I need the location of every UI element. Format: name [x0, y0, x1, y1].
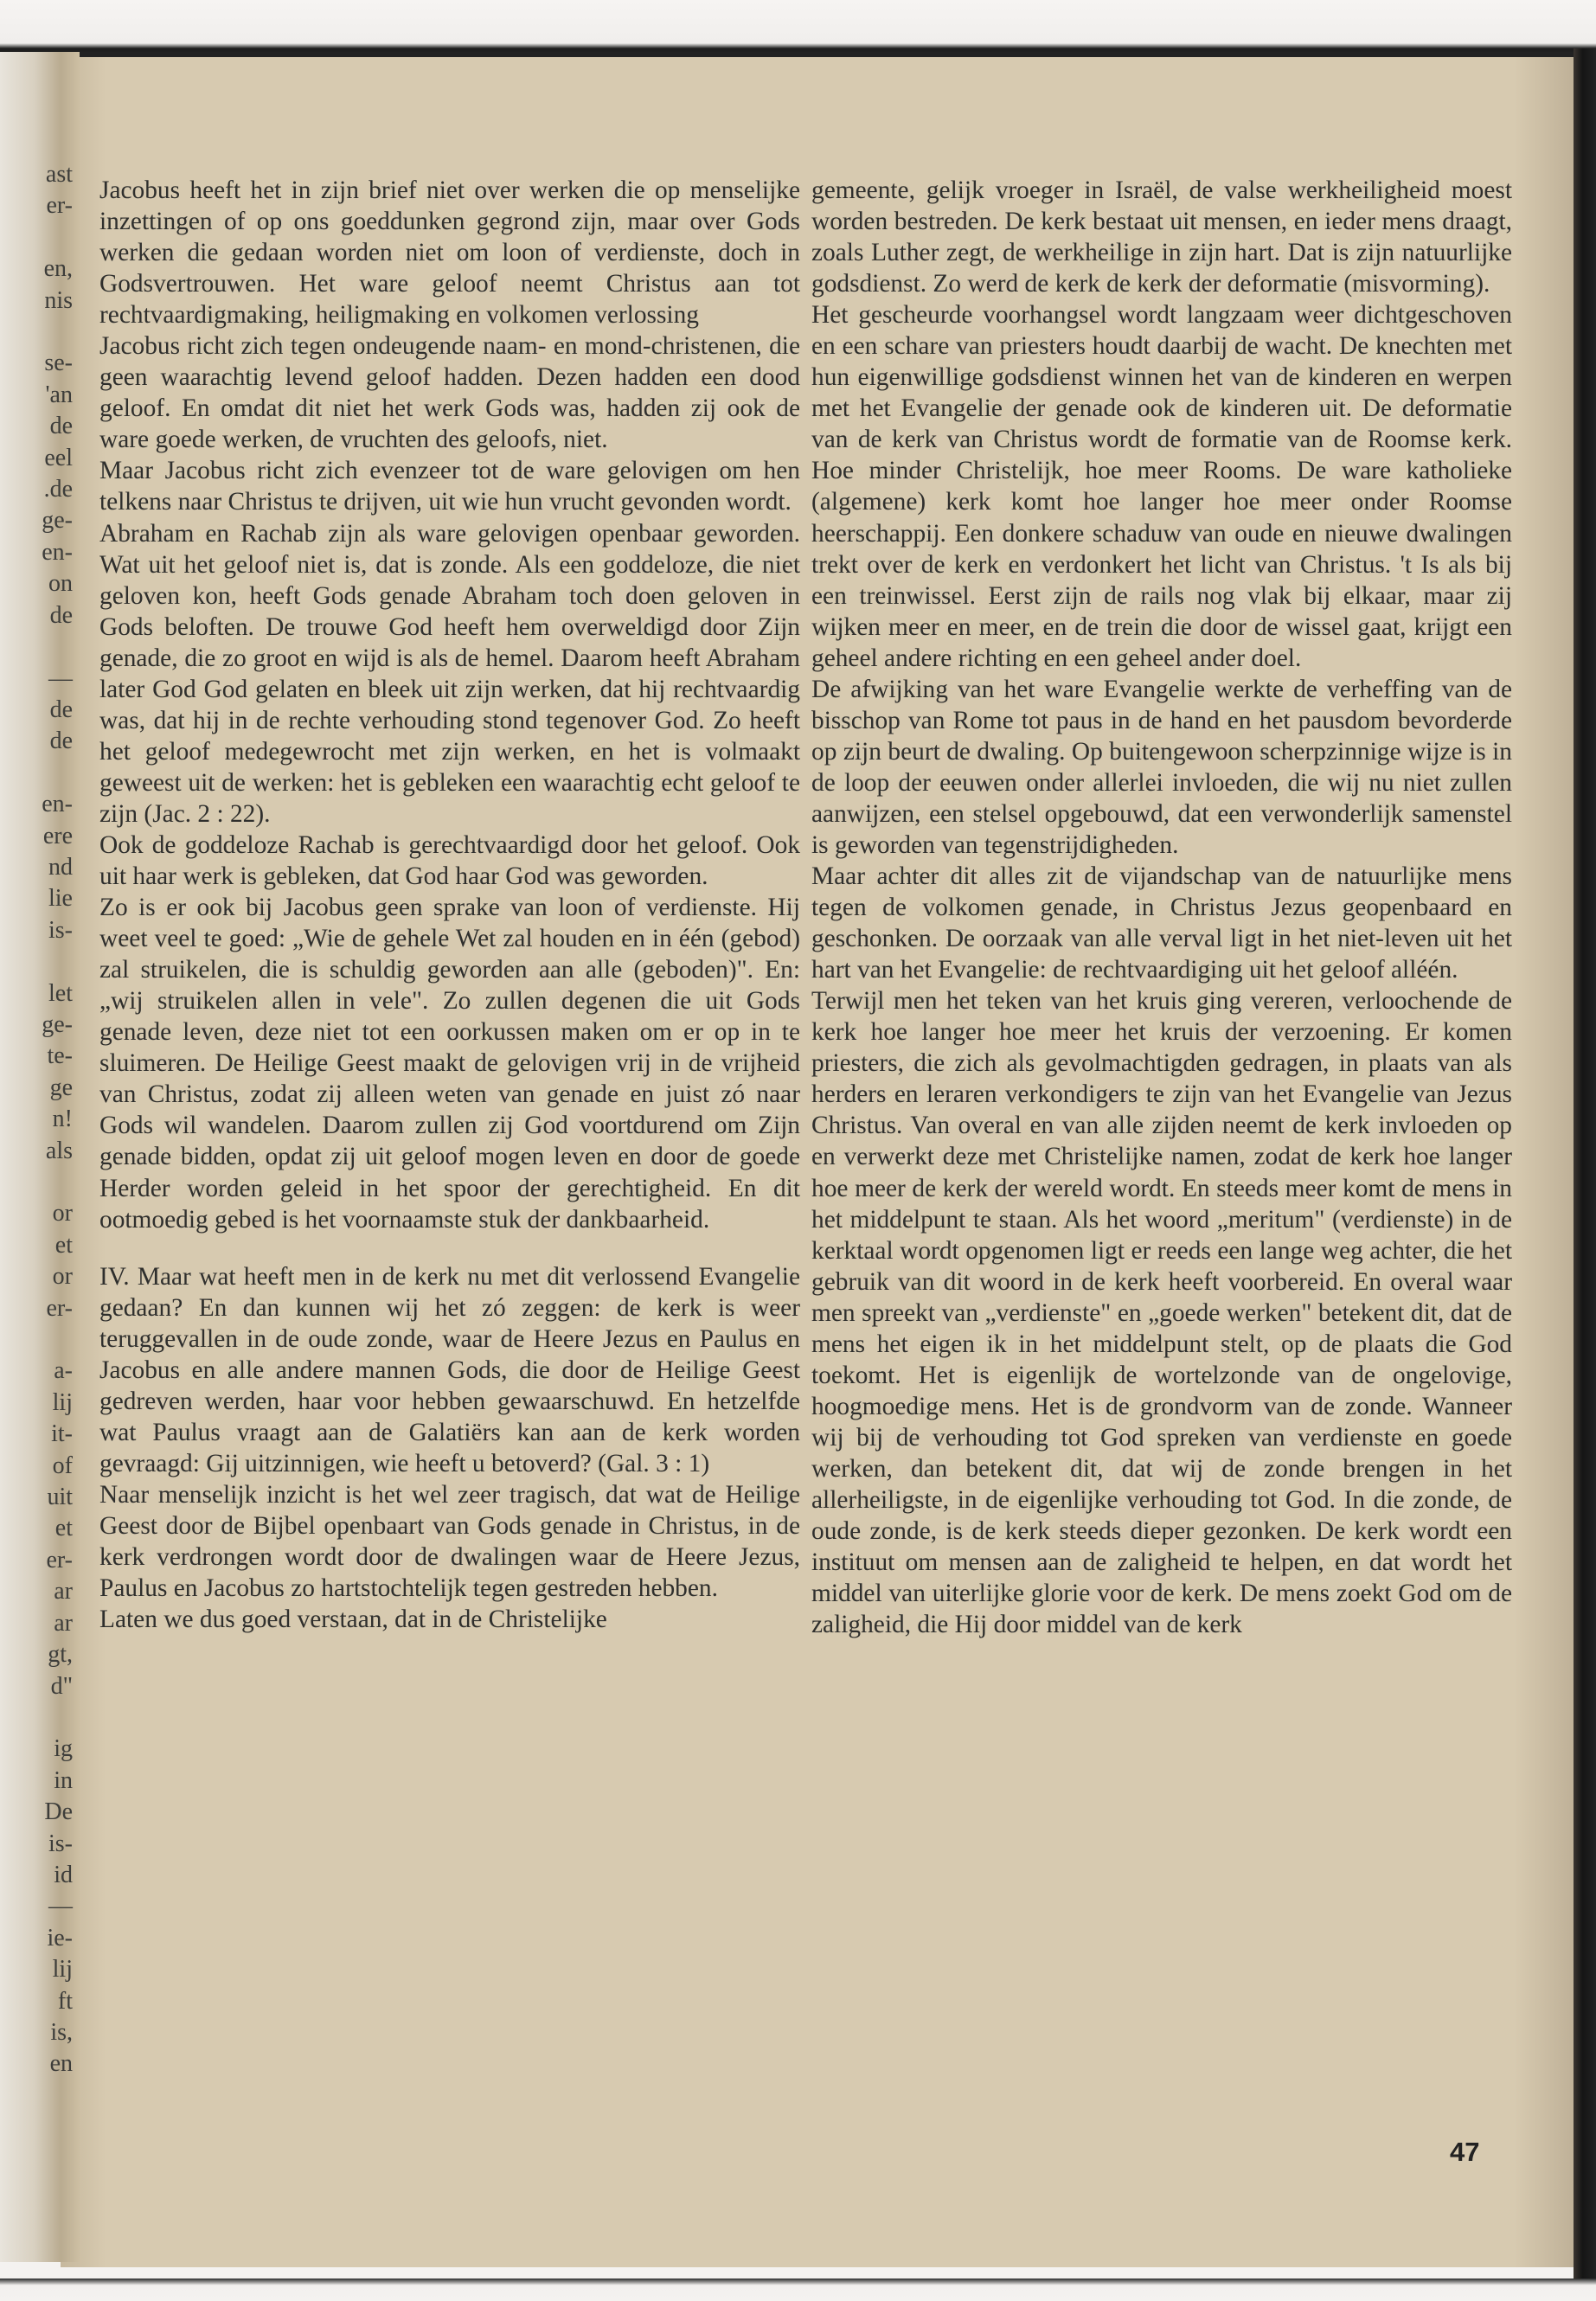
paragraph: Maar Jacobus richt zich evenzeer tot de ware gelovigen om hen telkens naar Christus te drijven, uit wie hun vrucht gevonden wordt. — [99, 457, 800, 516]
scan-right-edge — [1574, 48, 1596, 2280]
section-iv-paragraph: IV. Maar wat heeft men in de kerk nu met dit verlossend Evangelie gedaan? En dan kunnen wij het zó zeggen: de kerk is weer teruggevallen in de oude zonde, waar de Heere Jezus en Paulus en Jacobus en alle andere mannen Gods, die door de Heilige Geest gedreven werden, haar voor hebben gewaarschuwd. En hetzelfde wat Paulus vraagt aan de Galatiërs kan aan de kerk worden gevraagd: Gij uitzinnigen, wie heeft u betoverd? (Gal. 3 : 1) — [99, 1262, 800, 1477]
left-column — [99, 175, 800, 1635]
previous-page-fragments: ast er- en, nis se- 'an de eel .de ge- en- on de — de de en- ere nd lie is- let ge- te- ge n! als or et or er- a- lij it- of uit et er- ar ar gt, d" ig in De is- id — ie- lij ft is, en — [42, 161, 73, 2078]
paragraph: Naar menselijk inzicht is het wel zeer tragisch, dat wat de Heilige Geest door de Bijbel openbaart van Gods genade in Christus, in de kerk verdrongen wordt door de dwalingen waar de Heere Jezus, Paulus en Jacobus zo hartstochtelijk tegen gestreden hebben. — [99, 1480, 800, 1603]
paragraph: Zo is er ook bij Jacobus geen sprake van loon of verdienste. Hij weet veel te goed: „Wie de gehele Wet zal houden en in één (gebod) zal struikelen, die is schuldig geworden aan alle (geboden)". En: „wij struikelen allen in vele". Zo zullen degenen die uit Gods genade leven, deze niet tot een oorkussen maken om er op in te sluimeren. De Heilige Geest maakt de gelovigen vrij in de vrijheid van Christus, zodat zij alleen weten van genade en juist zó naar Gods wil wandelen. Daarom zullen zij God voortdurend om Zijn genade bidden, opdat zij uit geloof mogen leven en door de goede Herder worden geleid in het spoor der gerechtigheid. En dit ootmoedig gebed is het voornaamste stuk der dankbaarheid. — [99, 894, 800, 1234]
paragraph: Terwijl men het teken van het kruis ging vereren, verloochende de kerk hoe langer hoe meer het kruis der verzoening. Er komen priesters, die zich als gevolmachtigden gedragen, in plaats van als herders en leraren verkondigers te zijn van het Evangelie van Jezus Christus. Van overal en van alle zijden neemt de kerk invloeden op en verwerkt deze met Christelijke namen, zodat de kerk hoe langer hoe meer de kerk der wereld wordt. En steeds meer komt de mens in het middelpunt te staan. Als het woord „meritum" (verdienste) in de kerktaal wordt opgenomen ligt er reeds een lange weg achter, die het gebruik van dit woord in de kerk heeft voorbereid. En overal waar men spreekt van „verdienste" en „goede werken" betekent dit, dat de mens het eigen ik in het middelpunt stelt, op de plaats die God toekomt. Het is eigenlijk de wortelzonde van de ongelovige, hoogmoedige mens. Het is de grondvorm van de zonde. Wanneer wij bij de verhouding tot God spreken van verdienste en goede werken, dan betekent dit, dat wij de zonde brengen in het allerheiligste, in de eigenlijke verhouding tot God. In die zonde, de oude zonde, is de kerk steeds dieper gezonken. De kerk wordt een instituut om mensen aan de zaligheid te helpen, en dat wordt het middel van uiterlijke glorie voor de kerk. De mens zoekt God om de zaligheid, die Hij door middel van de kerk — [811, 987, 1512, 1639]
paragraph: Laten we dus goed verstaan, dat in de Christelijke — [99, 1606, 607, 1634]
paragraph: Het gescheurde voorhangsel wordt langzaam weer dichtgeschoven en een schare van priesters houdt daarbij de wacht. De knechten met hun eigenwillige godsdienst winnen het van de kinderen en werpen met het Evangelie der genade ook de kinderen uit. De deformatie van de kerk van Christus wordt de formatie van de Roomse kerk. Hoe minder Christelijk, hoe meer Rooms. De ware katholieke (algemene) kerk komt hoe langer hoe meer onder Roomse heerschappij. Een donkere schaduw van oude en nieuwe dwalingen trekt over de kerk en verdonkert het licht van Christus. 't Is als bij een treinwissel. Eerst zijn de rails nog vlak bij elkaar, maar zij wijken meer en meer, en de trein die door de wissel gaat, krijgt een geheel andere richting en een geheel ander doel. — [811, 301, 1512, 672]
page-number: 47 — [1450, 2137, 1480, 2167]
right-column — [811, 175, 1512, 1640]
paragraph: De afwijking van het ware Evangelie werkte de verheffing van de bisschop van Rome tot paus in de hand en het pausdom bevorderde op zijn beurt de dwaling. Op buitengewoon scherpzinnige wijze is in de loop der eeuwen onder allerlei invloeden, die wij nu niet zullen aanwijzen, een stelsel opgebouwd, dat een verwonderlijk samenstel is geworden van tegenstrijdigheden. — [811, 675, 1512, 859]
paragraph: Jacobus richt zich tegen ondeugende naam- en mond-christenen, die geen waarachtig levend geloof hadden. Dezen hadden een dood geloof. En omdat dit niet het werk Gods was, hadden zij ook de ware goede werken, de vruchten des geloofs, niet. — [99, 332, 800, 454]
paragraph: gemeente, gelijk vroeger in Israël, de valse werkheiligheid moest worden bestreden. De kerk bestaat uit mensen, en ieder mens draagt, zoals Luther zegt, de werkheilige in zijn hart. Dat is zijn natuurlijke godsdienst. Zo werd de kerk de kerk der deformatie (misvorming). — [811, 176, 1512, 298]
paragraph: Abraham en Rachab zijn als ware gelovigen openbaar geworden. Wat uit het geloof niet is, dat is zonde. Als een goddeloze, die niet geloven kon, heeft Gods genade Abraham toch doen geloven in Gods beloften. De trouwe God heeft hem overweldigd door Zijn genade, die zo groot en wijd is als de hemel. Daarom heeft Abraham later God God gelaten en bleek uit zijn werken, dat hij rechtvaardig was, dat hij in de rechte verhouding stond tegenover God. Zo heeft het geloof medegewrocht met zijn werken, en het is volmaakt geweest uit de werken: het is gebleken een waarachtig echt geloof te zijn (Jac. 2 : 22). — [99, 519, 800, 828]
scan-bottom-edge — [0, 2279, 1596, 2301]
paragraph: Ook de goddeloze Rachab is gerechtvaardigd door het geloof. Ook uit haar werk is gebleken, dat God haar God was geworden. — [99, 830, 800, 891]
paragraph: Jacobus heeft het in zijn brief niet over werken die op menselijke inzettingen of op ons goeddunken gegrond zijn, maar over Gods werken die gedaan worden niet om loon of verdienste, doch in Godsvertrouwen. Het ware geloof neemt Christus aan tot rechtvaardigmaking, heiligmaking en volkomen verlossing — [99, 176, 800, 330]
previous-page-margin — [0, 52, 80, 2262]
paragraph: Maar achter dit alles zit de vijandschap van de natuurlijke mens tegen de volkomen genade, in Christus Jezus geopenbaard en geschonken. De oorzaak van alle verval ligt in het niet-leven uit het hart van het Evangelie: de rechtvaardiging uit het geloof alléén. — [811, 862, 1512, 984]
